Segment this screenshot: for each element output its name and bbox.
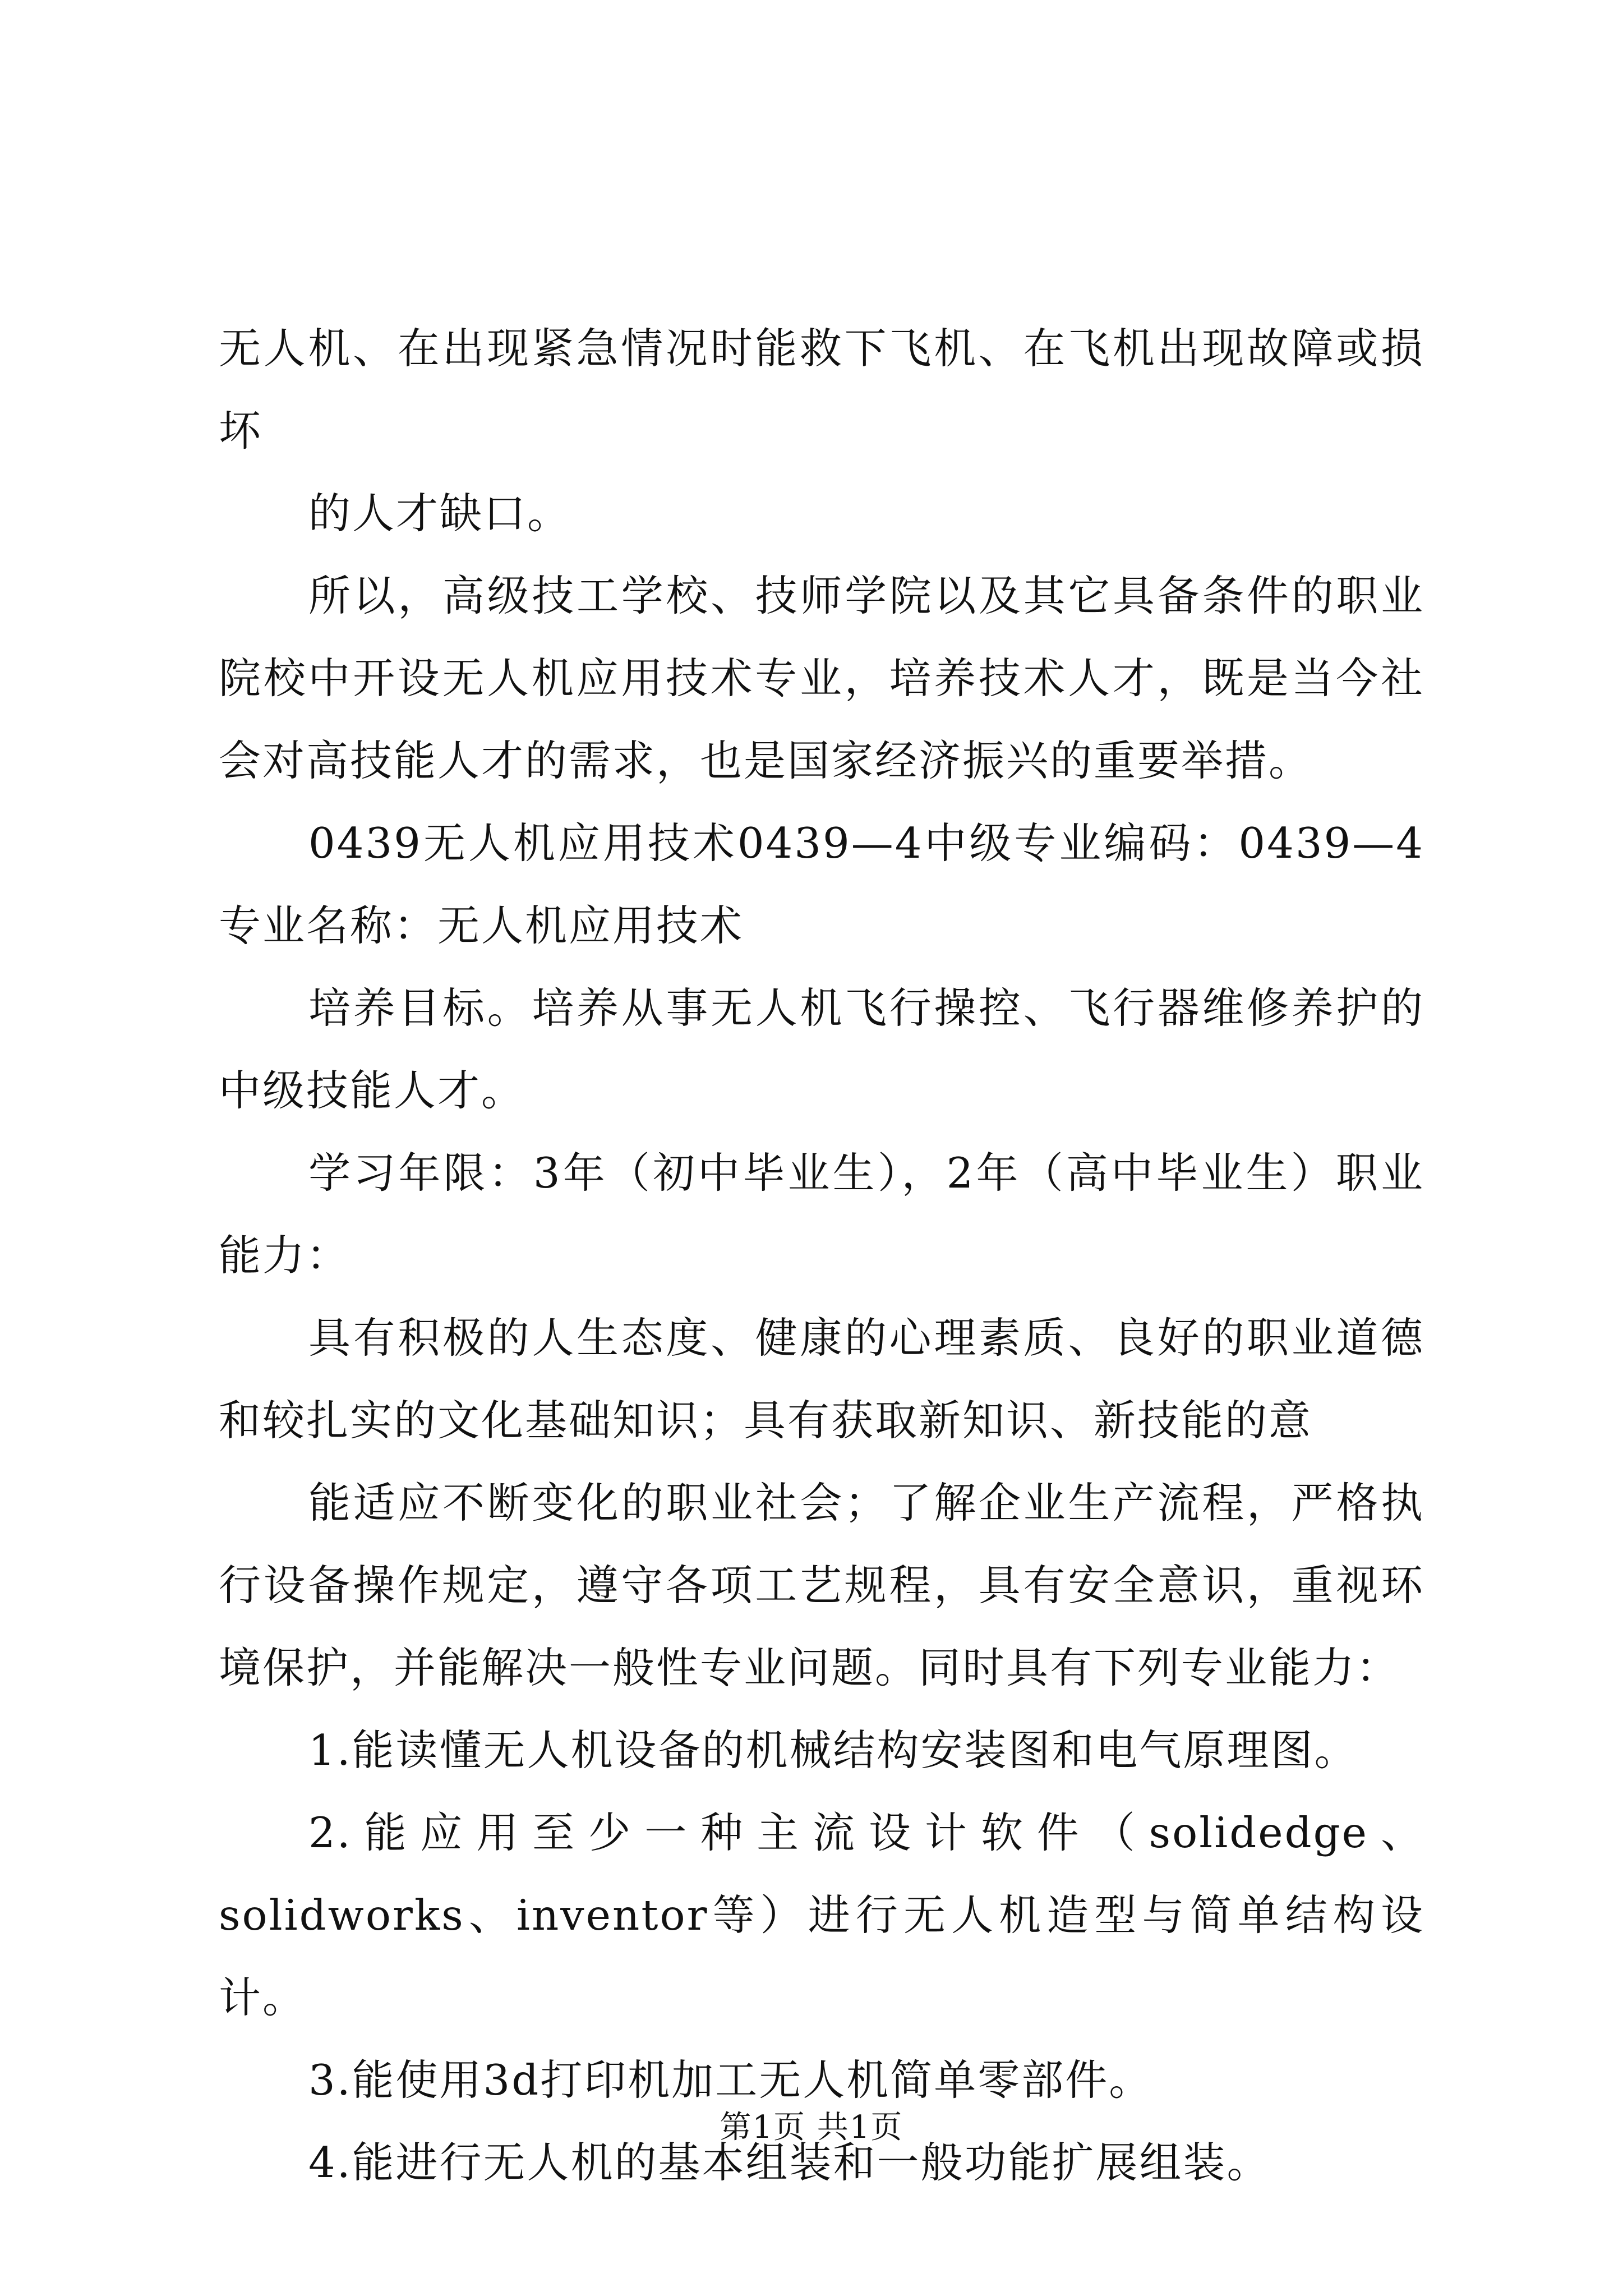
paragraph-4: 0439无人机应用技术0439—4中级专业编码：0439—4专业名称：无人机应用技术 — [219, 818, 1424, 950]
paragraph-2: 的人才缺口。 — [308, 489, 571, 538]
paragraph-5: 培养目标。培养从事无人机飞行操控、飞行器维修养护的中级技能人才。 — [219, 983, 1424, 1115]
paragraph-7: 具有积极的人生态度、健康的心理素质、良好的职业道德和较扎实的文化基础知识；具有获取新知识、新技能的意 — [219, 1313, 1424, 1445]
paragraph-6: 学习年限：3年（初中毕业生），2年（高中毕业生）职业能力： — [219, 1148, 1424, 1280]
list-item-4: 4.能进行无人机的基本组装和一般功能扩展组装。 — [308, 2138, 1271, 2187]
list-item-3: 3.能使用3d打印机加工无人机简单零部件。 — [308, 2055, 1153, 2105]
list-item-1: 1.能读懂无人机设备的机械结构安装图和电气原理图。 — [308, 1726, 1358, 1775]
list-item-2: 2.能应用至少一种主流设计软件（solidedge、solidworks、inventor等）进行无人机造型与简单结构设计。 — [219, 1808, 1424, 2022]
paragraph-3: 所以，高级技工学校、技师学院以及其它具备条件的职业院校中开设无人机应用技术专业，培养技术人才，既是当今社会对高技能人才的需求，也是国家经济振兴的重要举措。 — [219, 571, 1424, 785]
paragraph-8: 能适应不断变化的职业社会；了解企业生产流程，严格执行设备操作规定，遵守各项工艺规程，具有安全意识，重视环境保护，并能解决一般性专业问题。同时具有下列专业能力： — [219, 1478, 1424, 1692]
paragraph-1: 无人机、在出现紧急情况时能救下飞机、在飞机出现故障或损坏 — [219, 324, 1424, 455]
document-body — [219, 307, 1424, 2204]
page-footer: 第1页 共1页 — [720, 2109, 903, 2146]
